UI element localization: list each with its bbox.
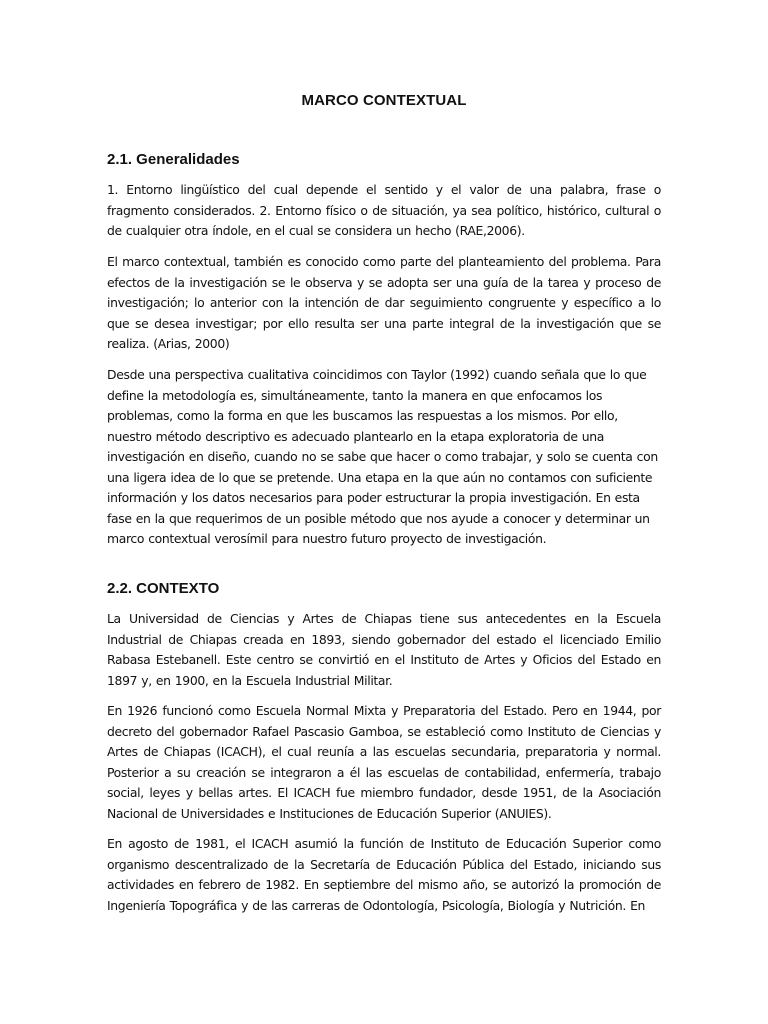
section-heading-generalidades: 2.1. Generalidades (107, 151, 240, 168)
paragraph-antecedentes: La Universidad de Ciencias y Artes de Chiapas tiene sus antecedentes en la Escuela Industrial de Chiapas creada en 1893, siendo gobernador del estado el licenciado Emilio Rabasa Estebanell. Este centro se convirtió en el Instituto de Artes y Oficios del Estado en 1897 y, en 1900, en la Escuela Industrial Militar. (107, 611, 661, 688)
paragraph-icach-1926: En 1926 funcionó como Escuela Normal Mixta y Preparatoria del Estado. Pero en 1944, por decreto del gobernador Rafael Pascasio Gamboa, se estableció como Instituto de Ciencias y Artes de Chiapas (ICACH), el cual reunía a las escuelas secundaria, preparatoria y normal. Posterior a su creación se integraron a él las escuelas de contabilidad, enfermería, trabajo social, leyes y bellas artes. El ICACH fue miembro fundador, desde 1951, de la Asociación Nacional de Universidades e Instituciones de Educación Superior (ANUIES). (107, 703, 661, 821)
section-heading-contexto: 2.2. CONTEXTO (107, 580, 220, 597)
paragraph-definition: 1. Entorno lingüístico del cual depende el sentido y el valor de una palabra, frase o fragmento considerados. 2. Entorno físico o de situación, ya sea político, histórico, cultural o de cualquier otra índole, en el cual se considera un hecho (RAE,2006). (107, 182, 661, 238)
paragraph-icach-1981: En agosto de 1981, el ICACH asumió la función de Instituto de Educación Superior como organismo descentralizado de la Secretaría de Educación Pública del Estado, iniciando sus actividades en febrero de 1982. En septiembre del mismo año, se autorizó la promoción de Ingeniería Topográfica y de las carreras de Odontología, Psicología, Biología y Nutrición. En (107, 836, 661, 913)
document-title: MARCO CONTEXTUAL (301, 92, 467, 109)
paragraph-marco-contextual: El marco contextual, también es conocido como parte del planteamiento del problema. Para efectos de la investigación se le observa y se adopta ser una guía de la tarea y proceso de investigación; lo anterior con la intención de dar seguimiento congruente y específico a lo que se desea investigar; por ello resulta ser una parte integral de la investigación que se realiza. (Arias, 2000) (107, 254, 661, 351)
paragraph-perspectiva-cualitativa: Desde una perspectiva cualitativa coincidimos con Taylor (1992) cuando señala que lo que define la metodología es, simultáneamente, tanto la manera en que enfocamos los problemas, como la forma en que les buscamos las respuestas a los mismos. Por ello, nuestro método descriptivo es adecuado plantearlo en la etapa exploratoria de una investigación en diseño, cuando no se sabe que hacer o como trabajar, y solo se cuenta con una ligera idea de lo que se pretende. Una etapa en la que aún no contamos con suficiente información y los datos necesarios para poder estructurar la propia investigación. En esta fase en la que requerimos de un posible método que nos ayude a conocer y determinar un marco contextual verosímil para nuestro futuro proyecto de investigación. (107, 367, 658, 546)
